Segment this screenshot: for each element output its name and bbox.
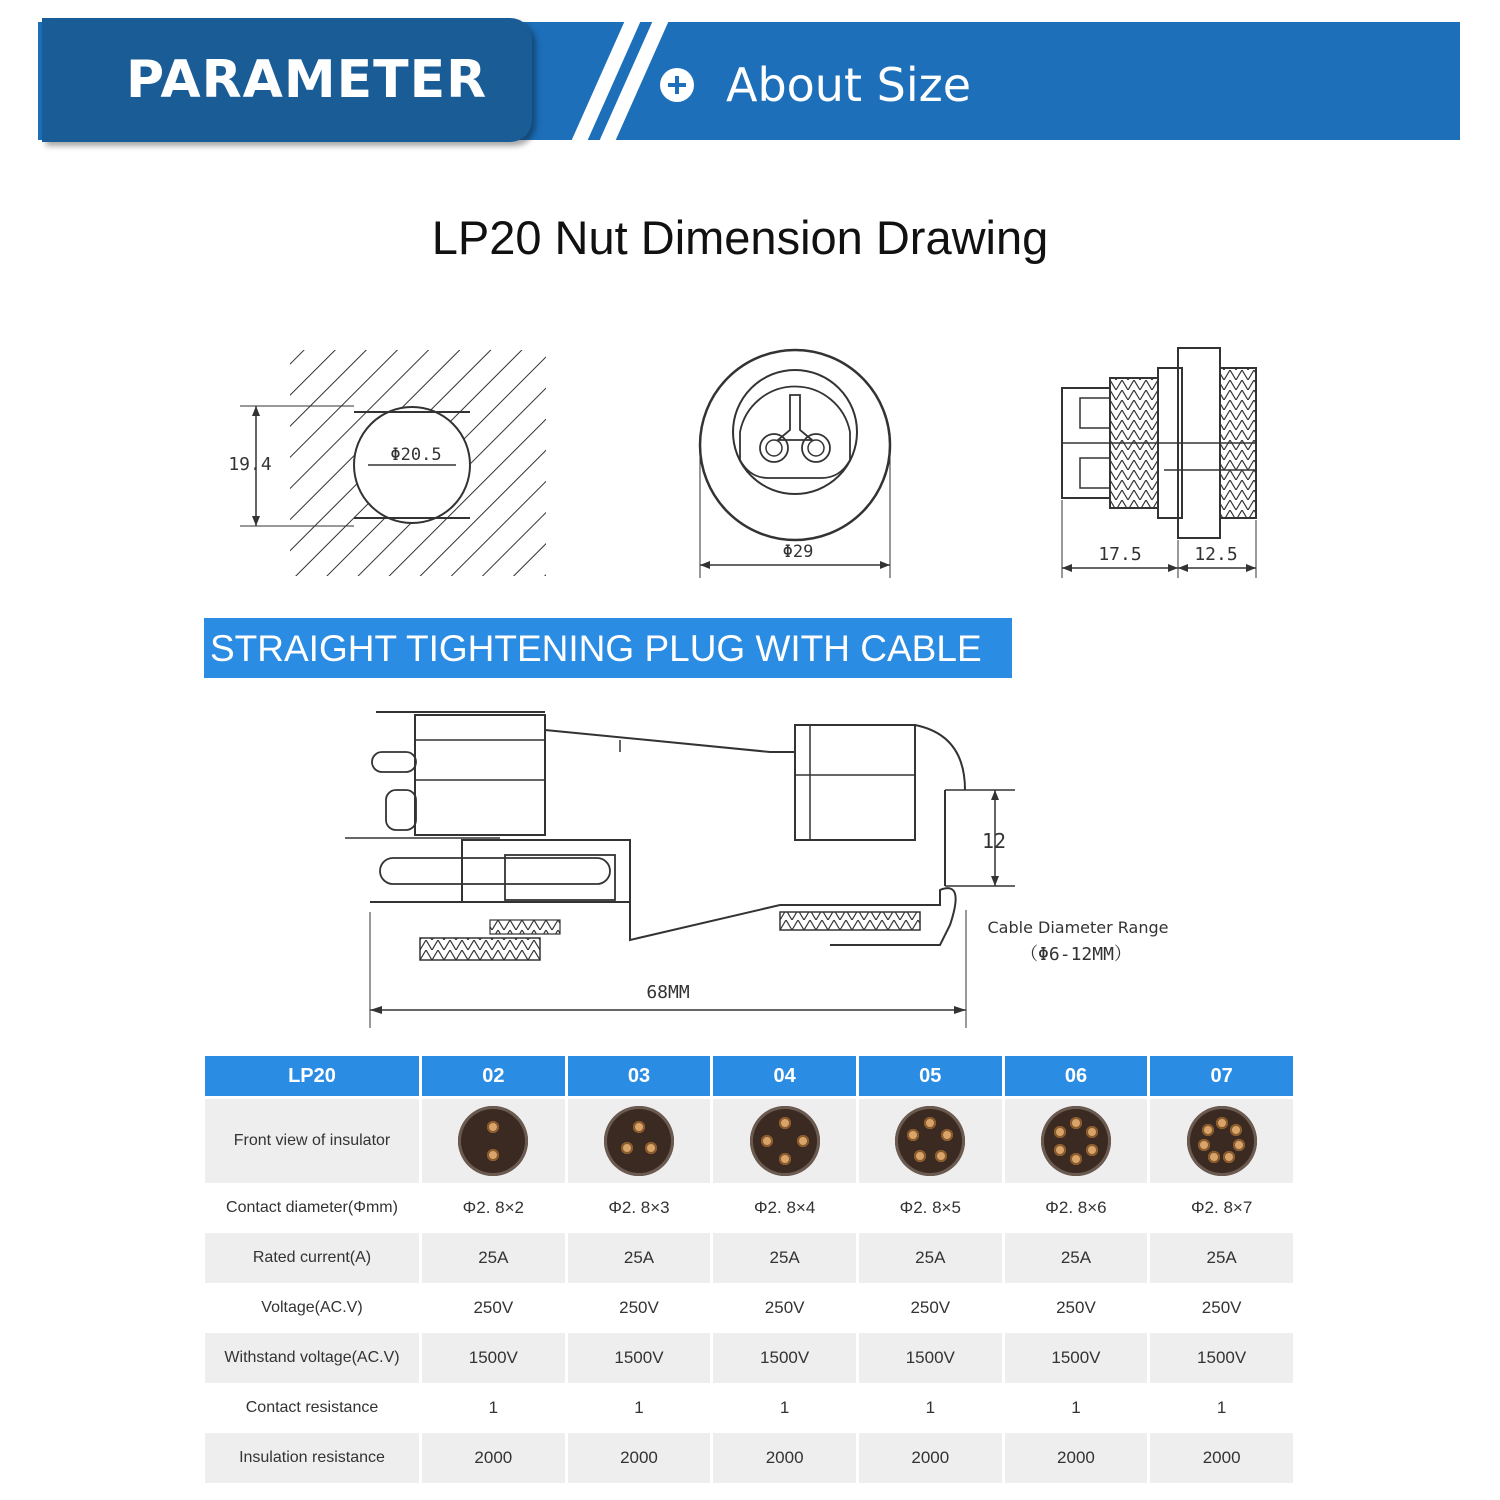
row-label: Rated current(A) — [205, 1233, 419, 1283]
table-cell: 2000 — [713, 1433, 856, 1483]
table-cell: 2000 — [568, 1433, 711, 1483]
table-cell: 1 — [925, 1398, 936, 1417]
cable-range-title: Cable Diameter Range — [987, 918, 1169, 937]
insulator-front-view-image — [458, 1106, 528, 1176]
contact-pin-icon — [1202, 1124, 1214, 1136]
table-cell: Φ2. 8×7 — [1190, 1198, 1253, 1217]
insulator-cell — [1150, 1099, 1293, 1183]
table-row — [205, 1333, 1293, 1383]
contact-pin-icon — [1086, 1144, 1098, 1156]
insulator-cell — [422, 1099, 565, 1183]
contact-pin-icon — [1070, 1117, 1082, 1129]
table-cell: 1 — [1216, 1398, 1227, 1417]
table-cell: 1500V — [422, 1333, 565, 1383]
table-cell: 25A — [422, 1233, 565, 1283]
contact-pin-icon — [1230, 1124, 1242, 1136]
table-row — [205, 1433, 1293, 1483]
insulator-front-view-image — [1187, 1106, 1257, 1176]
table-cell: 250V — [1056, 1298, 1096, 1317]
model-header: 06 — [1005, 1056, 1148, 1099]
contact-pin-icon — [779, 1153, 791, 1165]
contact-pin-icon — [907, 1129, 919, 1141]
model-header: 02 — [422, 1056, 565, 1099]
table-cell: 1 — [634, 1398, 644, 1417]
table-cell: 1500V — [1005, 1333, 1148, 1383]
model-header: 03 — [568, 1056, 711, 1099]
table-cell: Φ2. 8×4 — [753, 1198, 816, 1217]
contact-pin-icon — [1208, 1151, 1220, 1163]
table-row — [205, 1183, 1293, 1233]
section-heading: About Size — [726, 58, 972, 112]
row-label: Front view of insulator — [205, 1099, 419, 1183]
table-cell: 250V — [1201, 1298, 1242, 1317]
insulator-cell — [713, 1099, 856, 1183]
table-cell: 2000 — [422, 1433, 565, 1483]
table-cell: 2000 — [1005, 1433, 1148, 1483]
table-cell: 250V — [910, 1298, 951, 1317]
contact-pin-icon — [1216, 1117, 1228, 1129]
table-cell: 250V — [764, 1298, 805, 1317]
contact-pin-icon — [621, 1142, 633, 1154]
cutout-hole-label: Φ20.5 — [390, 445, 442, 465]
insulator-cell — [1005, 1099, 1148, 1183]
table-cell: Φ2. 8×3 — [608, 1198, 670, 1217]
spec-table — [202, 1056, 1296, 1483]
side-view-drawing — [1062, 348, 1256, 578]
model-header: 05 — [859, 1056, 1002, 1099]
table-cell: 25A — [1150, 1233, 1293, 1283]
table-row — [205, 1233, 1293, 1283]
contact-pin-icon — [935, 1150, 947, 1162]
table-cell: Φ2. 8×5 — [899, 1198, 961, 1217]
insulator-cell — [859, 1099, 1002, 1183]
front-view-drawing — [700, 350, 890, 578]
contact-pin-icon — [487, 1121, 499, 1133]
contact-pin-icon — [645, 1142, 657, 1154]
table-row — [205, 1099, 1293, 1183]
contact-pin-icon — [487, 1149, 499, 1161]
table-cell: 1 — [488, 1398, 499, 1417]
plug-section-heading: STRAIGHT TIGHTENING PLUG WITH CABLE — [204, 618, 1012, 678]
table-row — [205, 1283, 1293, 1333]
table-cell: 1 — [779, 1398, 790, 1417]
contact-pin-icon — [761, 1135, 773, 1147]
insulator-front-view-image — [604, 1106, 674, 1176]
table-cell: 250V — [619, 1298, 659, 1317]
front-diameter-label: Φ29 — [782, 542, 814, 562]
row-label: Contact resistance — [245, 1399, 379, 1416]
row-label: Insulation resistance — [205, 1433, 419, 1483]
panel-cutout-drawing — [228, 350, 546, 576]
contact-pin-icon — [779, 1117, 791, 1129]
table-cell: 25A — [713, 1233, 856, 1283]
contact-pin-icon — [797, 1135, 809, 1147]
cutout-height-label: 19.4 — [228, 454, 272, 475]
table-cell: 1500V — [859, 1333, 1002, 1383]
table-corner-header: LP20 — [205, 1056, 419, 1099]
contact-pin-icon — [1198, 1139, 1210, 1151]
table-cell: 25A — [859, 1233, 1002, 1283]
contact-pin-icon — [914, 1150, 926, 1162]
page-title: LP20 Nut Dimension Drawing — [431, 211, 1049, 264]
plug-length-label: 68MM — [646, 982, 690, 1003]
model-header: 04 — [713, 1056, 856, 1099]
insulator-front-view-image — [1041, 1106, 1111, 1176]
side-length-a-label: 17.5 — [1098, 544, 1142, 565]
table-cell: 1500V — [713, 1333, 856, 1383]
parameter-badge: PARAMETER — [42, 18, 532, 142]
table-cell: 2000 — [1150, 1433, 1293, 1483]
table-cell: 2000 — [859, 1433, 1002, 1483]
side-length-b-label: 12.5 — [1194, 544, 1238, 565]
insulator-cell — [568, 1099, 711, 1183]
cable-height-label: 12 — [981, 829, 1007, 853]
table-cell: 1500V — [568, 1333, 711, 1383]
table-cell: 250V — [473, 1298, 514, 1317]
contact-pin-icon — [1233, 1139, 1245, 1151]
row-label: Withstand voltage(AC.V) — [205, 1333, 419, 1383]
table-cell: 1 — [1071, 1398, 1081, 1417]
contact-pin-icon — [1086, 1126, 1098, 1138]
plug-with-cable-drawing — [345, 712, 1169, 1028]
row-label: Voltage(AC.V) — [261, 1299, 363, 1316]
model-header: 07 — [1150, 1056, 1293, 1099]
contact-pin-icon — [1070, 1153, 1082, 1165]
table-cell: Φ2. 8×2 — [462, 1198, 524, 1217]
insulator-front-view-image — [750, 1106, 820, 1176]
contact-pin-icon — [1054, 1126, 1066, 1138]
row-label: Contact diameter(Φmm) — [226, 1199, 398, 1216]
table-cell: Φ2. 8×6 — [1045, 1198, 1107, 1217]
table-cell: 25A — [568, 1233, 711, 1283]
contact-pin-icon — [1054, 1144, 1066, 1156]
contact-pin-icon — [633, 1121, 645, 1133]
insulator-front-view-image — [895, 1106, 965, 1176]
contact-pin-icon — [941, 1129, 953, 1141]
cable-range-value: （Φ6-12MM） — [1020, 944, 1132, 965]
contact-pin-icon — [1223, 1151, 1235, 1163]
table-cell: 1500V — [1150, 1333, 1293, 1383]
contact-pin-icon — [924, 1117, 936, 1129]
table-row — [205, 1383, 1293, 1433]
table-cell: 25A — [1005, 1233, 1148, 1283]
